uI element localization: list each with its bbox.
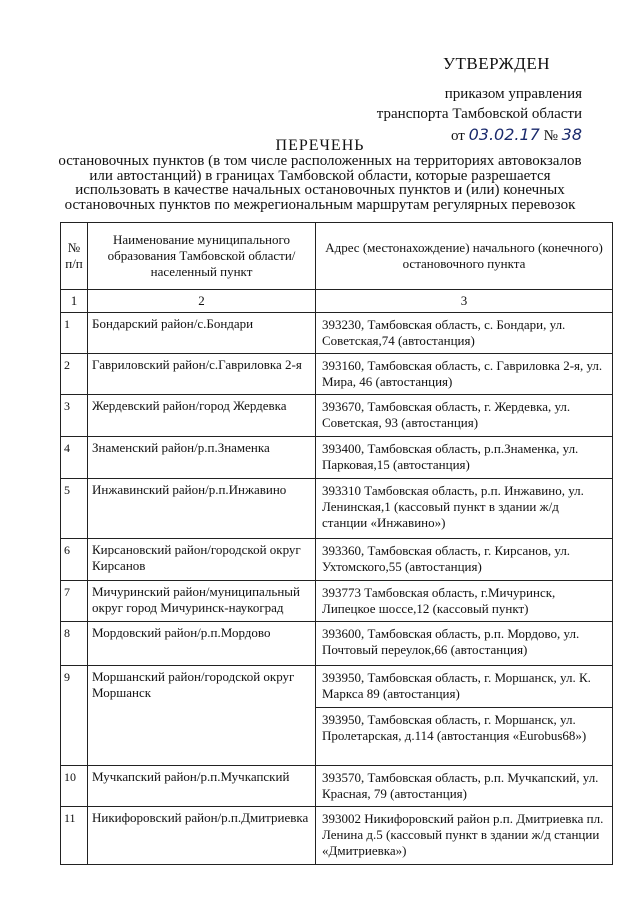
table-header-row bbox=[61, 223, 613, 290]
column-number: 2 bbox=[88, 290, 316, 313]
document-heading: ПЕРЕЧЕНЬ bbox=[275, 137, 365, 154]
row-number: 1 bbox=[61, 313, 88, 354]
table-row bbox=[61, 437, 613, 479]
table-row bbox=[61, 581, 613, 622]
row-address: 393773 Тамбовская область, г.Мичуринск, Липецкое шоссе,12 (кассовый пункт) bbox=[316, 581, 613, 622]
date-prefix: от bbox=[450, 128, 465, 144]
row-number: 3 bbox=[61, 395, 88, 437]
approval-title: УТВЕРЖДЕН bbox=[443, 54, 550, 73]
table-row bbox=[61, 313, 613, 354]
row-address: 393400, Тамбовская область, р.п.Знаменка, ул. Парковая,15 (автостанция) bbox=[316, 437, 613, 479]
number-prefix: № bbox=[543, 128, 558, 144]
row-address: 393600, Тамбовская область, р.п. Мордово, ул. Почтовый переулок,66 (автостанция) bbox=[316, 622, 613, 666]
document-subheading: остановочных пунктов (в том числе расположенных на территориях автовокзалов или автостанций) в границах Тамбовской области, которые разрешается использовать в качестве начальных остановочных пунктов и (или) конечных остановочных пунктов по межрегиональным маршрутам регулярных перевозок bbox=[58, 153, 582, 213]
row-address: 393950, Тамбовская область, г. Моршанск, ул. К. Маркса 89 (автостанция) bbox=[316, 666, 613, 708]
handwritten-number: 38 bbox=[561, 125, 582, 144]
handwritten-date: 03.02.17 bbox=[468, 125, 540, 144]
header-place: Наименование муниципального образования Тамбовской области/населенный пункт bbox=[88, 223, 316, 290]
table-row bbox=[61, 622, 613, 666]
row-address: 393230, Тамбовская область, с. Бондари, ул. Советская,74 (автостанция) bbox=[316, 313, 613, 354]
row-address: 393310 Тамбовская область, р.п. Инжавино, ул. Ленинская,1 (кассовый пункт в здании ж/д станции «Инжавино») bbox=[316, 479, 613, 539]
row-address: 393160, Тамбовская область, с. Гавриловка 2-я, ул. Мира, 46 (автостанция) bbox=[316, 354, 613, 395]
row-place: Жердевский район/город Жердевка bbox=[88, 395, 316, 437]
column-number: 3 bbox=[316, 290, 613, 313]
row-number: 5 bbox=[61, 479, 88, 539]
row-number: 7 bbox=[61, 581, 88, 622]
row-number: 11 bbox=[61, 807, 88, 865]
header-number: № п/п bbox=[61, 223, 88, 290]
row-place: Кирсановский район/городской округ Кирсанов bbox=[88, 539, 316, 581]
row-place: Мичуринский район/муниципальный округ город Мичуринск-наукоград bbox=[88, 581, 316, 622]
row-number: 9 bbox=[61, 666, 88, 766]
table-row bbox=[61, 539, 613, 581]
header-address: Адрес (местонахождение) начального (конечного) остановочного пункта bbox=[316, 223, 613, 290]
row-number: 4 bbox=[61, 437, 88, 479]
column-number-row bbox=[61, 290, 613, 313]
document-title bbox=[0, 137, 640, 212]
row-number: 6 bbox=[61, 539, 88, 581]
table-row bbox=[61, 766, 613, 807]
table-row bbox=[61, 354, 613, 395]
approval-line-2: транспорта Тамбовской области bbox=[376, 106, 582, 122]
table-row bbox=[61, 395, 613, 437]
row-place: Мучкапский район/р.п.Мучкапский bbox=[88, 766, 316, 807]
row-address-secondary: 393950, Тамбовская область, г. Моршанск, ул. Пролетарская, д.114 (автостанция «Eurobus68») bbox=[316, 708, 613, 766]
row-place: Мордовский район/р.п.Мордово bbox=[88, 622, 316, 666]
row-address: 393570, Тамбовская область, р.п. Мучкапский, ул. Красная, 79 (автостанция) bbox=[316, 766, 613, 807]
row-place: Гавриловский район/с.Гавриловка 2-я bbox=[88, 354, 316, 395]
row-number: 8 bbox=[61, 622, 88, 666]
stops-table bbox=[60, 222, 613, 865]
table-row bbox=[61, 479, 613, 539]
table-row bbox=[61, 666, 613, 708]
approval-line-1: приказом управления bbox=[444, 86, 582, 102]
column-number: 1 bbox=[61, 290, 88, 313]
approval-block bbox=[377, 54, 582, 147]
row-place: Никифоровский район/р.п.Дмитриевка bbox=[88, 807, 316, 865]
table-row bbox=[61, 807, 613, 865]
row-place: Знаменский район/р.п.Знаменка bbox=[88, 437, 316, 479]
row-address: 393360, Тамбовская область, г. Кирсанов, ул. Ухтомского,55 (автостанция) bbox=[316, 539, 613, 581]
row-number: 10 bbox=[61, 766, 88, 807]
row-address: 393002 Никифоровский район р.п. Дмитриевка пл. Ленина д.5 (кассовый пункт в здании ж/д станции «Дмитриевка») bbox=[316, 807, 613, 865]
row-place: Моршанский район/городской округ Моршанск bbox=[88, 666, 316, 766]
row-number: 2 bbox=[61, 354, 88, 395]
row-address: 393670, Тамбовская область, г. Жердевка, ул. Советская, 93 (автостанция) bbox=[316, 395, 613, 437]
row-place: Бондарский район/с.Бондари bbox=[88, 313, 316, 354]
row-place: Инжавинский район/р.п.Инжавино bbox=[88, 479, 316, 539]
